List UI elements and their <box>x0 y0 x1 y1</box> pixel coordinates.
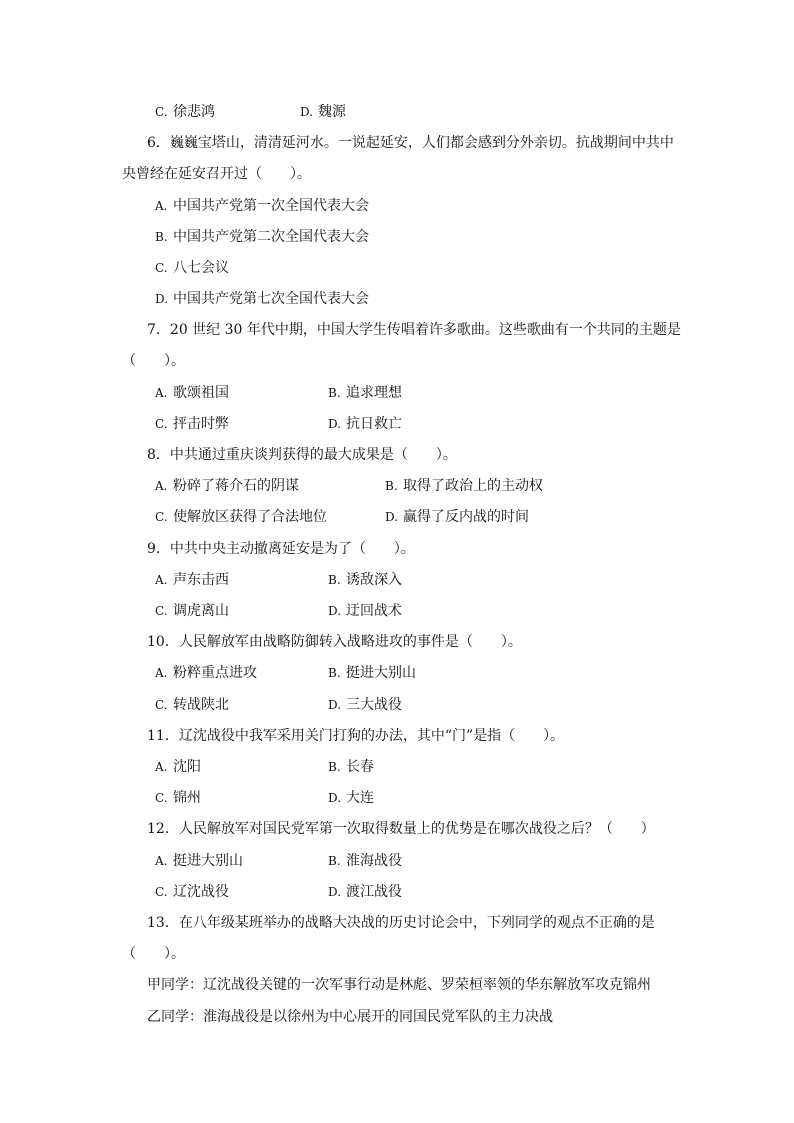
option-b: B. 诱敌深入 <box>328 572 402 588</box>
option-c: C. 抨击时弊 <box>155 416 229 432</box>
option-d: D. 三大战役 <box>328 697 402 713</box>
option-d: D. 魏源 <box>300 104 346 120</box>
question-7-stem-line-2: （ ）。 <box>122 353 185 369</box>
option-d: D. 抗日救亡 <box>328 416 402 432</box>
option-c: C. 徐悲鸿 <box>155 104 215 120</box>
option-a: A. 沈阳 <box>155 759 201 775</box>
question-10-stem: 10．人民解放军由战略防御转入战略进攻的事件是（ ）。 <box>147 634 522 650</box>
statement-jia: 甲同学：辽沈战役关键的一次军事行动是林彪、罗荣桓率领的华东解放军攻克锦州 <box>147 977 651 993</box>
question-13-stem-line-2: （ ）。 <box>122 946 185 962</box>
option-b: B. 取得了政治上的主动权 <box>385 478 543 494</box>
option-c: C. 使解放区获得了合法地位 <box>155 509 327 525</box>
option-b: B. 中国共产党第二次全国代表大会 <box>155 229 369 245</box>
option-a: A. 中国共产党第一次全国代表大会 <box>155 198 369 214</box>
option-d: D. 迂回战术 <box>328 603 402 619</box>
question-8-stem: 8．中共通过重庆谈判获得的最大成果是（ ）。 <box>147 447 457 463</box>
option-a: A. 歌颂祖国 <box>155 385 229 401</box>
option-d: D. 中国共产党第七次全国代表大会 <box>155 291 369 307</box>
option-d: D. 大连 <box>328 790 374 806</box>
question-9-stem: 9．中共中央主动撤离延安是为了（ ）。 <box>147 541 415 557</box>
question-11-stem: 11．辽沈战役中我军采用关门打狗的办法，其中“门”是指（ ）。 <box>147 728 565 744</box>
option-d: D. 赢得了反内战的时间 <box>385 509 529 525</box>
option-c: C. 转战陕北 <box>155 697 229 713</box>
option-a: A. 粉碎了蒋介石的阴谋 <box>155 478 299 494</box>
option-b: B. 淮海战役 <box>328 853 402 869</box>
question-7-stem-line-1: 7．20 世纪 30 年代中期，中国大学生传唱着许多歌曲。这些歌曲有一个共同的主题是 <box>147 322 681 338</box>
option-c: C. 八七会议 <box>155 260 229 276</box>
question-6-stem-line-1: 6．巍巍宝塔山，清清延河水。一说起延安，人们都会感到分外亲切。抗战期间中共中 <box>147 135 674 151</box>
question-12-stem: 12．人民解放军对国民党军第一次取得数量上的优势是在哪次战役之后？（ ） <box>147 821 655 837</box>
option-c: C. 调虎离山 <box>155 603 229 619</box>
option-d: D. 渡江战役 <box>328 884 402 900</box>
question-6-stem-line-2: 央曾经在延安召开过（ ）。 <box>122 166 311 182</box>
option-b: B. 长春 <box>328 759 374 775</box>
option-b: B. 挺进大别山 <box>328 665 416 681</box>
option-b: B. 追求理想 <box>328 385 402 401</box>
option-a: A. 声东击西 <box>155 572 229 588</box>
option-c: C. 辽沈战役 <box>155 884 229 900</box>
option-a: A. 粉粹重点进攻 <box>155 665 257 681</box>
option-a: A. 挺进大别山 <box>155 853 243 869</box>
option-c: C. 锦州 <box>155 790 201 806</box>
question-13-stem-line-1: 13．在八年级某班举办的战略大决战的历史讨论会中，下列同学的观点不正确的是 <box>147 915 655 931</box>
statement-yi: 乙同学：淮海战役是以徐州为中心展开的同国民党军队的主力决战 <box>147 1009 553 1025</box>
